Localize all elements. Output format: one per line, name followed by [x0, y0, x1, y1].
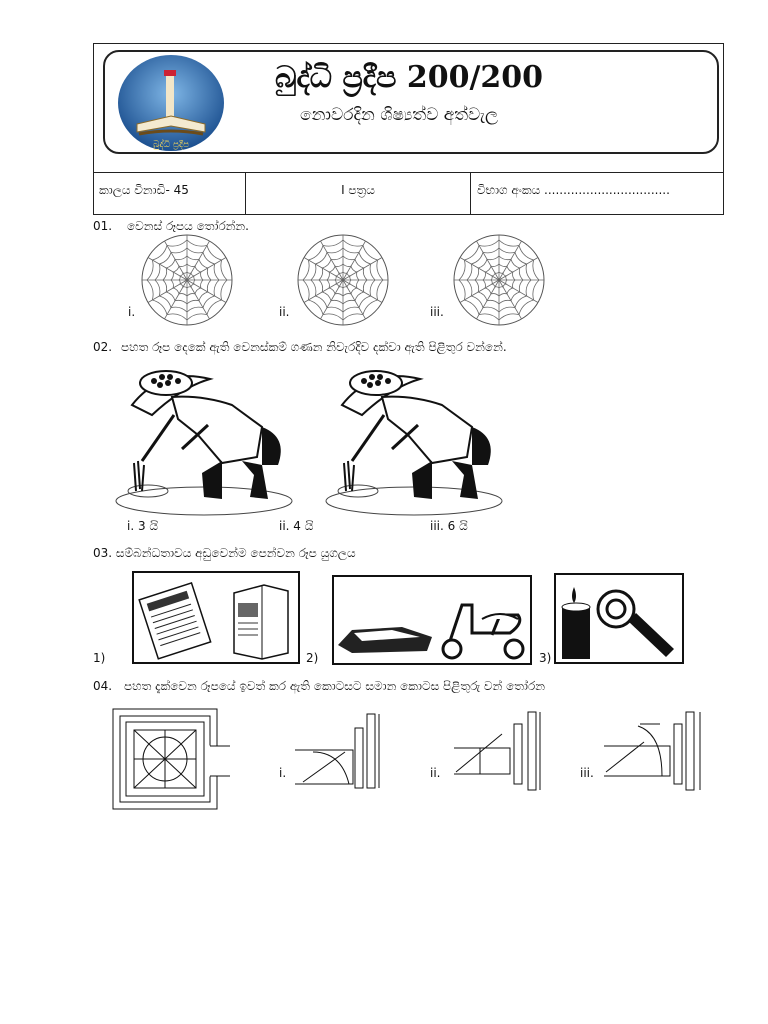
q3-option-2[interactable]: 2): [306, 651, 319, 665]
puzzle-main-figure: [112, 708, 230, 812]
q1-option-2[interactable]: ii.: [279, 305, 290, 319]
logo-text: බුද්ධි ප්‍රදීප: [152, 140, 190, 150]
paper-cell: I පත්‍රය: [245, 173, 470, 215]
newspaper-leaflet-picture: [132, 571, 300, 664]
candle-torch-picture: [554, 573, 684, 664]
q4-option-3[interactable]: iii.: [580, 766, 594, 780]
spiderweb-2: [295, 234, 391, 326]
q2-option-3[interactable]: iii. 6 යි: [430, 519, 468, 533]
q1-number: 01.: [93, 219, 113, 233]
q3-option-3[interactable]: 3): [539, 651, 552, 665]
q2-option-1[interactable]: i. 3 යි: [127, 519, 159, 533]
spiderweb-1: [139, 234, 235, 326]
puzzle-piece-1: [293, 712, 388, 792]
q4-number: 04.: [93, 679, 113, 693]
page-subtitle: නොවරදින ශිෂ්‍යත්ව අත්වැල: [300, 105, 498, 125]
q3-text: 03. සම්බන්ධතාවය අඩුවෙන්ම පෙන්වන රූප යුගලය: [93, 546, 356, 560]
q4-text: පහත දැක්වෙන රූපයේ ඉවත් කර ඇති කොටසට සමාන කොටස පිළිතුරු වන් තෝරන: [124, 679, 545, 693]
info-row: [93, 172, 724, 215]
page-title: බුද්ධි ප්‍රදීප 200/200: [275, 60, 544, 95]
puzzle-piece-2: [450, 710, 550, 792]
boat-scooter-picture: [332, 575, 532, 665]
time-cell: කාලය විනාඩි- 45: [99, 183, 189, 197]
q1-option-3[interactable]: iii.: [430, 305, 444, 319]
farmer-picture-1: [112, 365, 290, 520]
q4-option-2[interactable]: ii.: [430, 766, 441, 780]
q1-option-1[interactable]: i.: [128, 305, 136, 319]
q2-number: 02.: [93, 340, 113, 354]
q2-option-2[interactable]: ii. 4 යි: [279, 519, 314, 533]
exam-number-cell: විභාග අංකය .................................: [470, 173, 724, 215]
q1-text: වෙනස් රූපය තෝරන්න.: [127, 219, 249, 233]
puzzle-piece-3: [600, 710, 710, 792]
spiderweb-3: [451, 234, 547, 326]
logo: [117, 54, 225, 154]
q4-option-1[interactable]: i.: [279, 766, 287, 780]
q2-text: පහත රූප දෙකේ ඇති වෙනස්කම් ගණන නිවැරදිව දක්වා ඇති පිළිතුර වන්නේ.: [121, 340, 507, 354]
q3-option-1[interactable]: 1): [93, 651, 106, 665]
farmer-picture-2: [322, 365, 500, 520]
